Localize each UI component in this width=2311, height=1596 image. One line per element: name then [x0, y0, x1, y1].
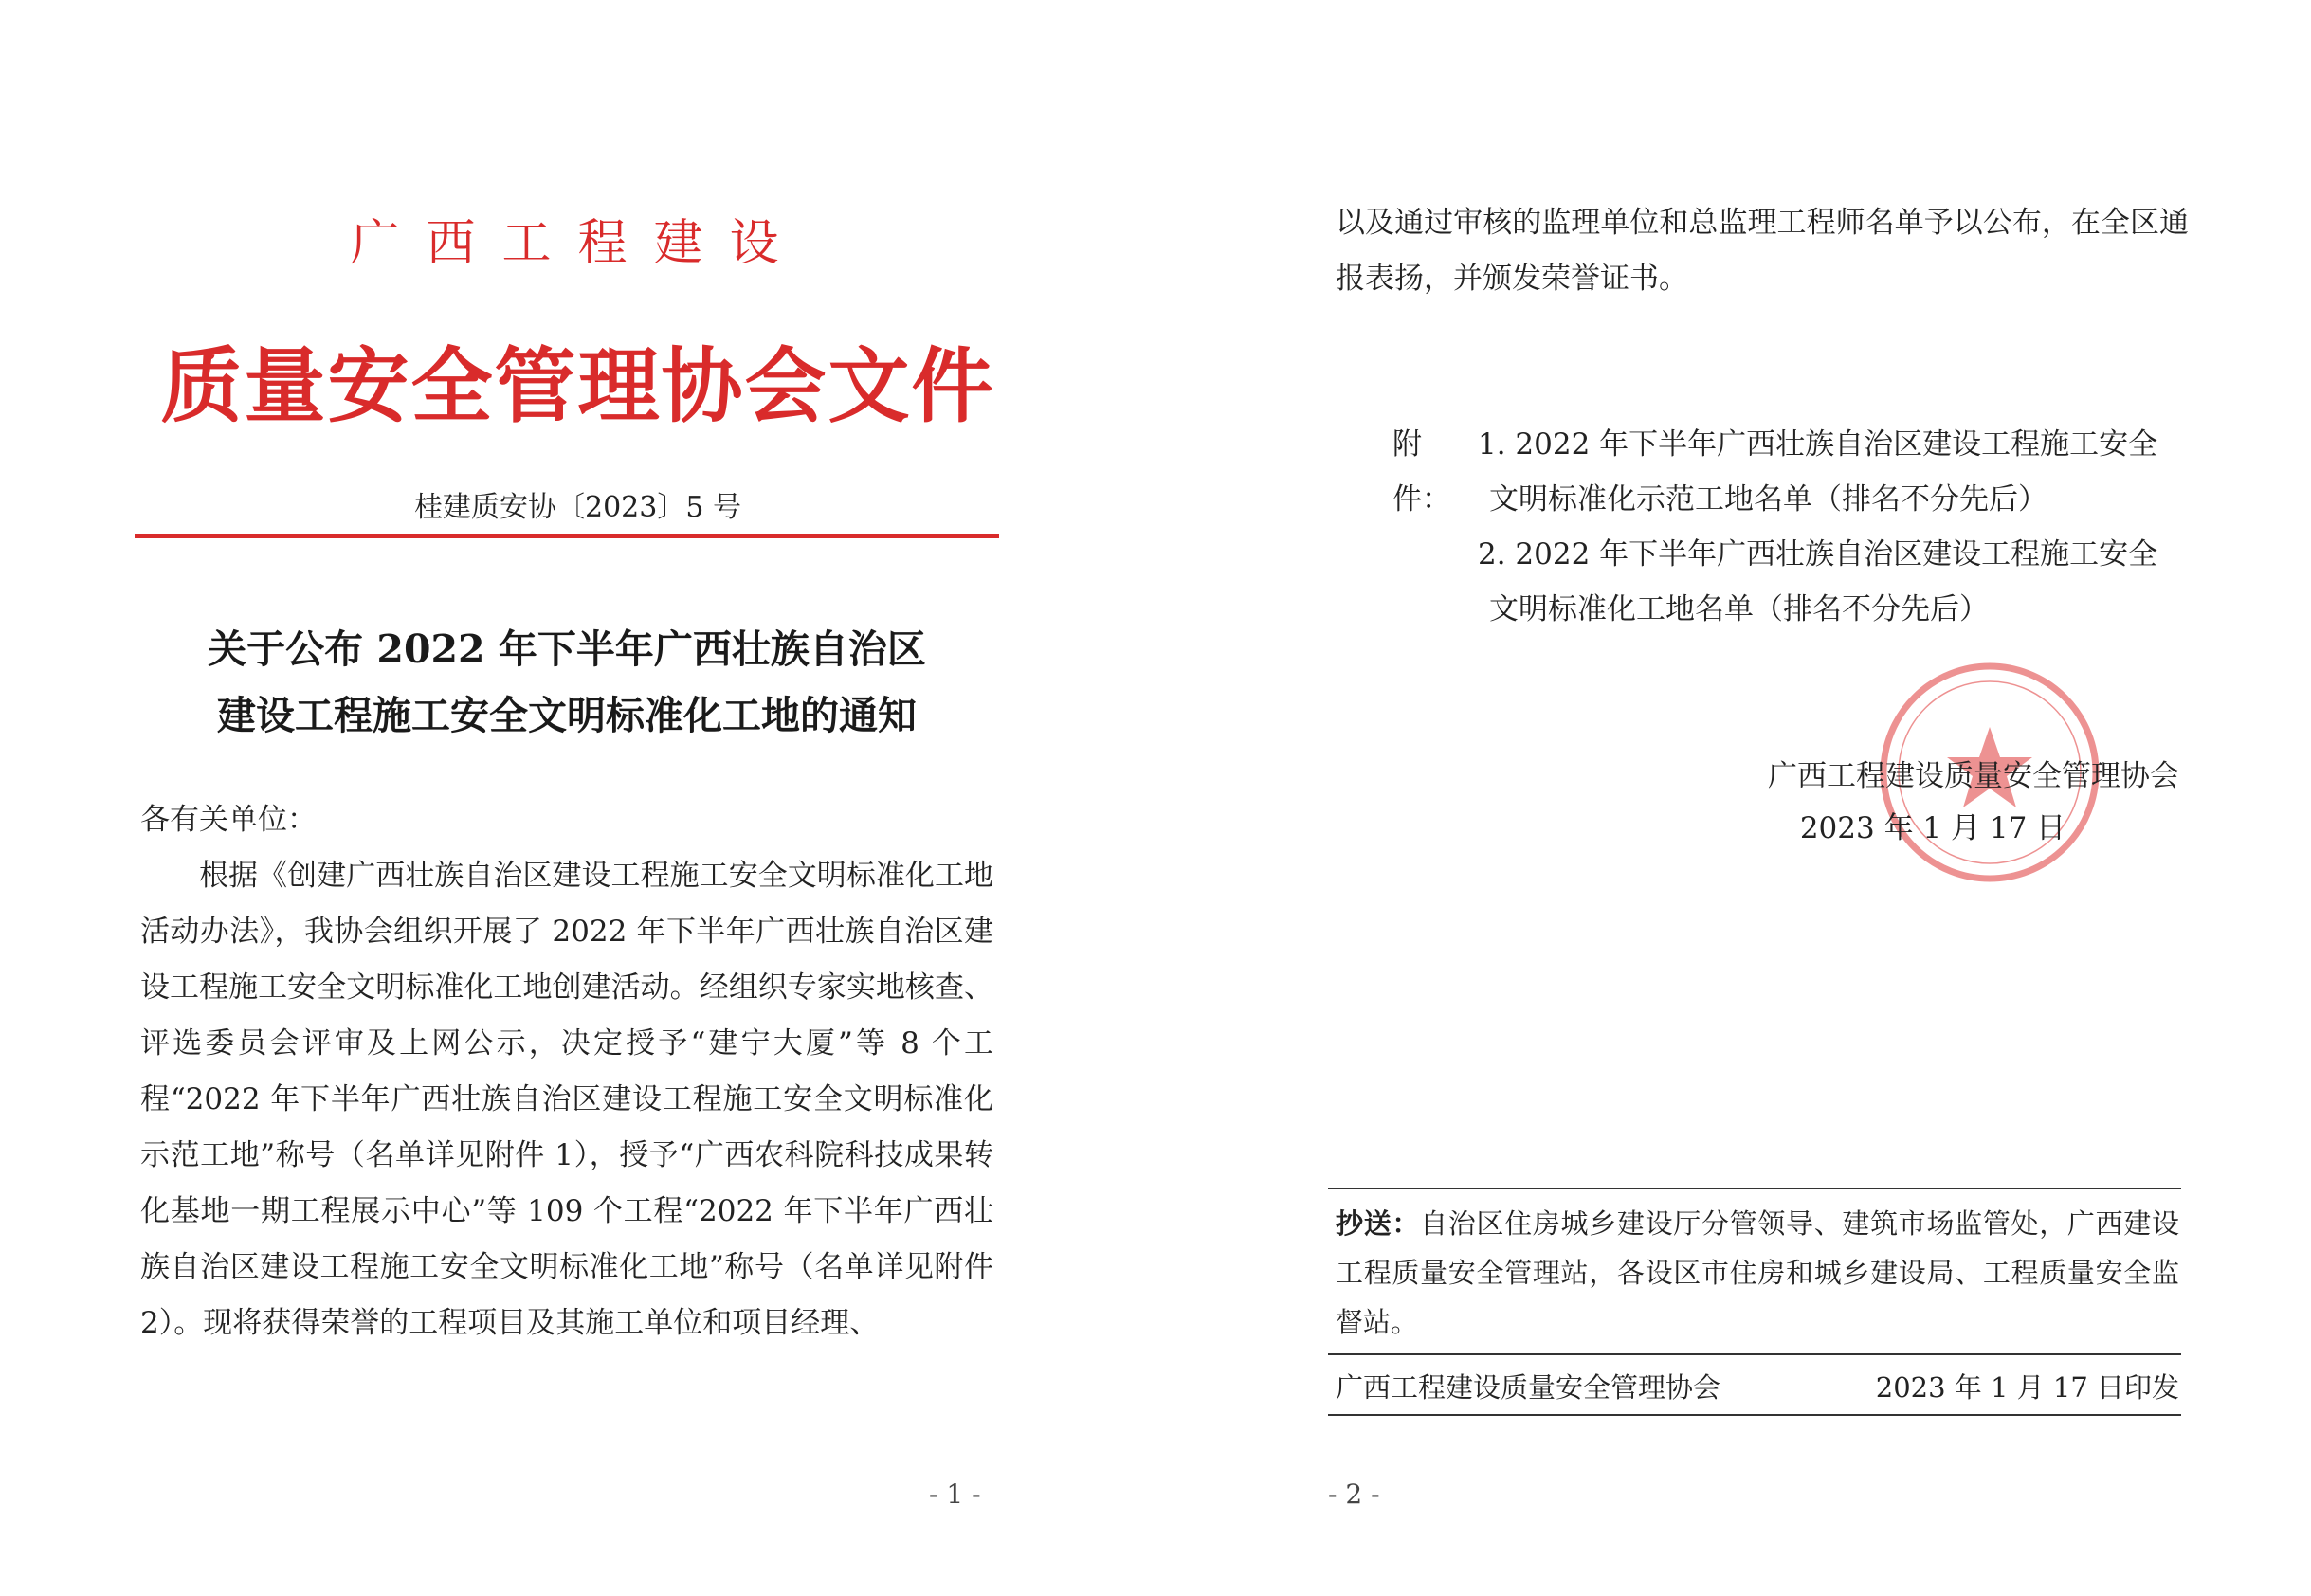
attachment-item-line1: 1. 2022 年下半年广西壮族自治区建设工程施工安全	[1478, 427, 2158, 462]
issue-date: 2023 年 1 月 17 日印发	[1875, 1371, 2179, 1404]
title-line-2: 建设工程施工安全文明标准化工地的通知	[217, 693, 917, 738]
body-continuation: 以及通过审核的监理单位和总监理工程师名单予以公布，在全区通报表扬，并颁发荣誉证书。	[1336, 206, 2189, 296]
cc-top-divider	[1328, 1188, 2181, 1189]
title-line-1: 关于公布 2022 年下半年广西壮族自治区	[208, 626, 926, 672]
cc-label: 抄送：	[1336, 1207, 1421, 1240]
page-2	[1156, 0, 2311, 1596]
carbon-copy	[1336, 1199, 2179, 1347]
document-number: 桂建质安协〔2023〕5 号	[414, 491, 741, 524]
issuer-header-line2: 质量安全管理协会文件	[160, 338, 995, 434]
attachment-item-line1: 2. 2022 年下半年广西壮族自治区建设工程施工安全	[1478, 537, 2158, 571]
red-divider	[135, 534, 999, 538]
cc-middle-divider	[1328, 1353, 2181, 1355]
attachment-item	[1478, 527, 2189, 637]
page-number: - 2 -	[1328, 1478, 1380, 1510]
issuer-header-line1: 广西工程建设	[350, 215, 806, 272]
body-text	[140, 792, 993, 1351]
footer-bottom-divider	[1328, 1414, 2181, 1416]
attachment-item	[1478, 417, 2189, 527]
body-paragraph: 根据《创建广西壮族自治区建设工程施工安全文明标准化工地活动办法》，我协会组织开展了 2022 年下半年广西壮族自治区建设工程施工安全文明标准化工地创建活动。经组织专家实地核查、评选委员会评审及上网公示，决定授予“建宁大厦”等 8 个工程“2022 年下半年广西壮族自治区建设工程施工安全文明标准化示范工地”称号（名单详见附件 1），授予“广西农科院科技成果转化基地一期工程展示中心”等 109 个工程“2022 年下半年广西壮族自治区建设工程施工安全文明标准化工地”称号（名单详见附件 2）。现将获得荣誉的工程项目及其施工单位和项目经理、	[140, 859, 993, 1340]
signature-date: 2023 年 1 月 17 日	[1799, 811, 2066, 845]
attachments	[1392, 417, 2189, 637]
issuing-organization: 广西工程建设质量安全管理协会	[1336, 1371, 1721, 1404]
salutation: 各有关单位：	[140, 803, 317, 837]
document-title	[135, 616, 999, 749]
page-number: - 1 -	[929, 1478, 981, 1510]
attachment-item-line2: 文明标准化工地名单（排名不分先后）	[1489, 592, 1989, 626]
attachment-label: 附件：	[1392, 427, 1451, 517]
attachment-item-line2: 文明标准化示范工地名单（排名不分先后）	[1489, 482, 2047, 517]
cc-recipients: 自治区住房城乡建设厅分管领导、建筑市场监管处，广西建设工程质量安全管理站，各设区市住房和城乡建设局、工程质量安全监督站。	[1336, 1207, 2179, 1338]
signature-organization: 广西工程建设质量安全管理协会	[1768, 759, 2179, 793]
